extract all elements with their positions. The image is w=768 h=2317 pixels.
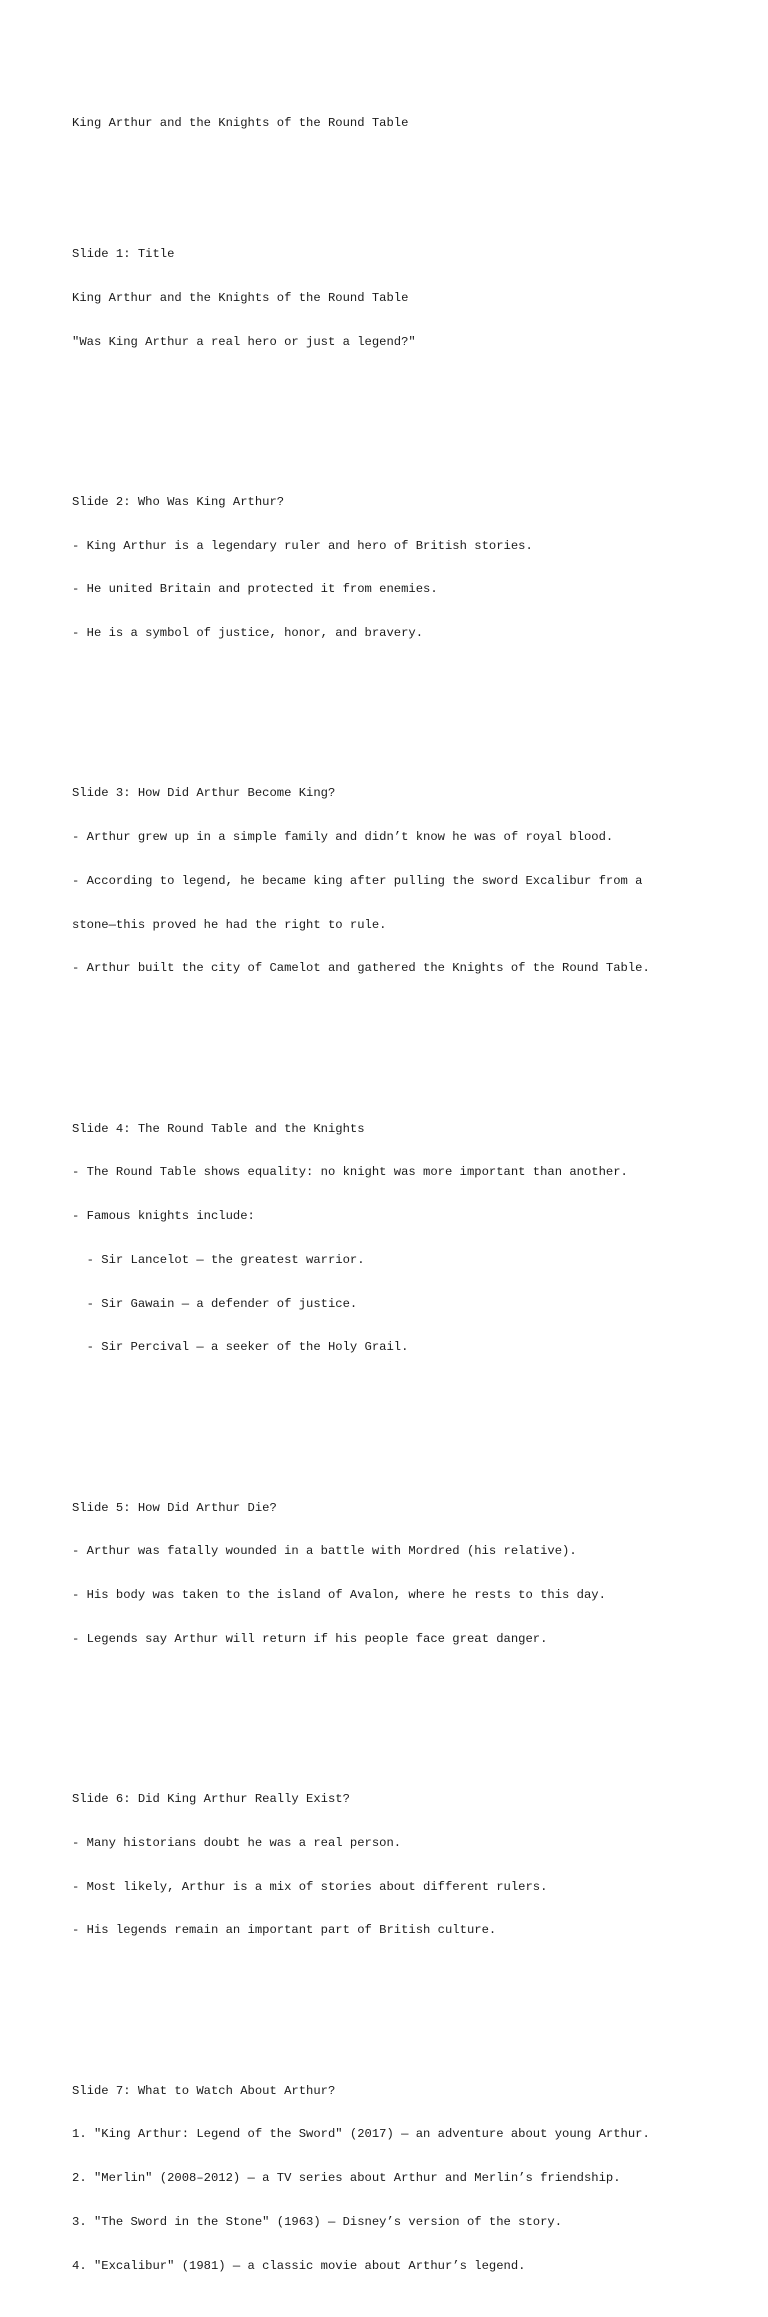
slide-heading: Slide 5: How Did Arthur Die?: [72, 1500, 277, 1515]
slide-line: - Sir Lancelot — the greatest warrior.: [72, 1252, 365, 1267]
slide-line: - Many historians doubt he was a real person.: [72, 1835, 402, 1850]
slide-line: - Legends say Arthur will return if his people face great danger.: [72, 1631, 548, 1646]
slide-section-4: [72, 1092, 762, 1384]
slide-line: - He is a symbol of justice, honor, and bravery.: [72, 626, 424, 641]
slide-line: - King Arthur is a legendary ruler and hero of British stories.: [72, 538, 533, 553]
slide-section-7: [72, 2054, 762, 2302]
slide-heading: Slide 3: How Did Arthur Become King?: [72, 786, 336, 801]
slide-line: - Famous knights include:: [72, 1209, 255, 1224]
slide-heading: Slide 4: The Round Table and the Knights: [72, 1121, 365, 1136]
blank-line: [72, 1996, 762, 2010]
slide-line: - His legends remain an important part of British culture.: [72, 1923, 497, 1938]
slide-heading: Slide 6: Did King Arthur Really Exist?: [72, 1792, 350, 1807]
slide-section-6: [72, 1763, 762, 1967]
slide-section-5: [72, 1471, 762, 1675]
slide-section-2: [72, 466, 762, 670]
slide-line: "Was King Arthur a real hero or just a legend?": [72, 334, 416, 349]
slide-line: - Arthur grew up in a simple family and didn’t know he was of royal blood.: [72, 830, 614, 845]
slide-line: 4. "Excalibur" (1981) — a classic movie about Arthur’s legend.: [72, 2258, 526, 2273]
document-title: King Arthur and the Knights of the Round Table: [72, 116, 409, 131]
blank-line: [72, 1034, 762, 1048]
document-body: [72, 87, 762, 2317]
slide-section-3: [72, 757, 762, 1005]
slide-section-1: [72, 218, 762, 379]
slide-line: - Most likely, Arthur is a mix of stories about different rulers.: [72, 1879, 548, 1894]
slide-line: - The Round Table shows equality: no knight was more important than another.: [72, 1165, 628, 1180]
slide-line: King Arthur and the Knights of the Round Table: [72, 290, 409, 305]
blank-line: [72, 160, 762, 174]
blank-line: [72, 1413, 762, 1427]
slide-line: - His body was taken to the island of Avalon, where he rests to this day.: [72, 1588, 606, 1603]
slide-line: stone—this proved he had the right to rule.: [72, 917, 387, 932]
slide-line: - He united Britain and protected it from enemies.: [72, 582, 438, 597]
blank-line: [72, 1705, 762, 1719]
slide-line: - Arthur built the city of Camelot and gathered the Knights of the Round Table.: [72, 961, 650, 976]
slide-line: - Arthur was fatally wounded in a battle with Mordred (his relative).: [72, 1544, 577, 1559]
slide-heading: Slide 7: What to Watch About Arthur?: [72, 2083, 336, 2098]
slide-heading: Slide 2: Who Was King Arthur?: [72, 494, 285, 509]
blank-line: [72, 699, 762, 713]
slide-line: 3. "The Sword in the Stone" (1963) — Disney’s version of the story.: [72, 2214, 563, 2229]
blank-line: [72, 408, 762, 422]
slide-line: - Sir Percival — a seeker of the Holy Grail.: [72, 1340, 409, 1355]
slide-line: 1. "King Arthur: Legend of the Sword" (2017) — an adventure about young Arthur.: [72, 2127, 650, 2142]
slide-line: 2. "Merlin" (2008–2012) — a TV series about Arthur and Merlin’s friendship.: [72, 2171, 621, 2186]
slide-heading: Slide 1: Title: [72, 247, 175, 262]
slide-line: - According to legend, he became king after pulling the sword Excalibur from a: [72, 873, 643, 888]
slide-line: - Sir Gawain — a defender of justice.: [72, 1296, 358, 1311]
